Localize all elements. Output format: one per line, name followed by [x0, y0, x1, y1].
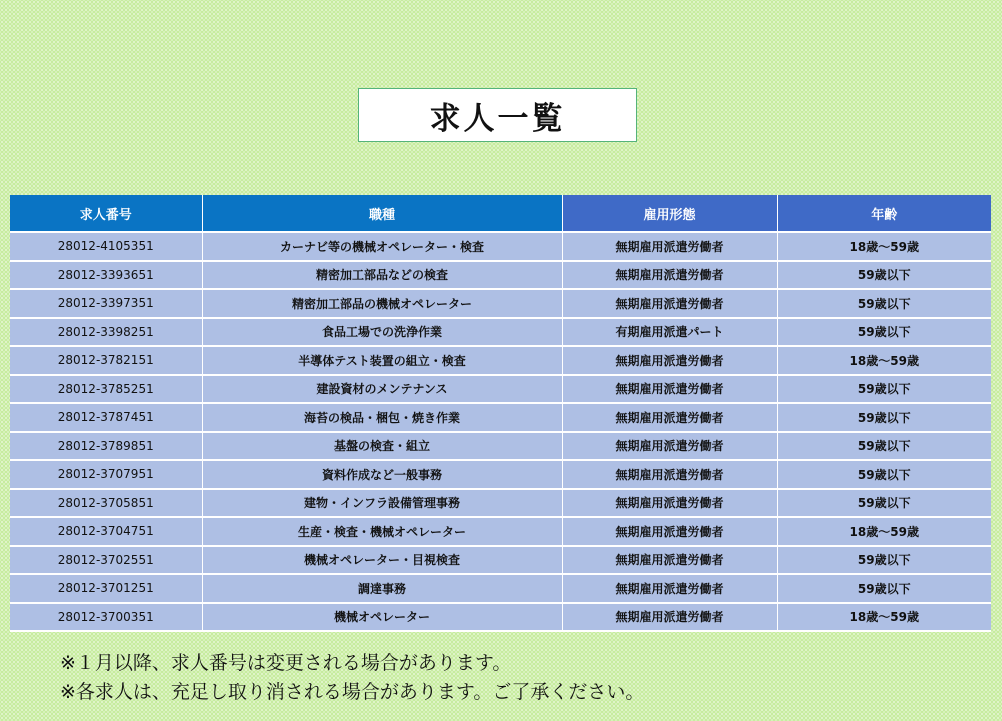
table-row: [10, 289, 991, 318]
cell-job-number: 28012-3393651: [10, 261, 202, 290]
cell-job-type: 建物・インフラ設備管理事務: [202, 489, 562, 518]
cell-job-type: 建設資材のメンテナンス: [202, 375, 562, 404]
cell-employment-type: 無期雇用派遣労働者: [562, 460, 777, 489]
page-title-box: [358, 88, 637, 142]
cell-job-type: 精密加工部品の機械オペレーター: [202, 289, 562, 318]
cell-employment-type: 無期雇用派遣労働者: [562, 346, 777, 375]
table-row: [10, 318, 991, 347]
cell-job-type: 海苔の検品・梱包・焼き作業: [202, 403, 562, 432]
cell-job-number: 28012-3701251: [10, 574, 202, 603]
cell-job-type: 資料作成など一般事務: [202, 460, 562, 489]
table-row: [10, 603, 991, 632]
table-row: [10, 403, 991, 432]
cell-age: 18歳～59歳: [777, 603, 991, 632]
cell-age: 59歳以下: [777, 403, 991, 432]
cell-job-number: 28012-3789851: [10, 432, 202, 461]
cell-employment-type: 有期雇用派遣パート: [562, 318, 777, 347]
cell-job-number: 28012-4105351: [10, 232, 202, 261]
job-list-table: [10, 195, 991, 632]
cell-job-number: 28012-3397351: [10, 289, 202, 318]
cell-employment-type: 無期雇用派遣労働者: [562, 546, 777, 575]
notes: [60, 649, 644, 707]
cell-employment-type: 無期雇用派遣労働者: [562, 403, 777, 432]
cell-job-type: 精密加工部品などの検査: [202, 261, 562, 290]
table-row: [10, 375, 991, 404]
cell-job-number: 28012-3787451: [10, 403, 202, 432]
header-job-type: 職種: [202, 195, 562, 232]
cell-employment-type: 無期雇用派遣労働者: [562, 603, 777, 632]
cell-employment-type: 無期雇用派遣労働者: [562, 289, 777, 318]
cell-employment-type: 無期雇用派遣労働者: [562, 574, 777, 603]
cell-age: 59歳以下: [777, 432, 991, 461]
cell-job-type: カーナビ等の機械オペレーター・検査: [202, 232, 562, 261]
header-job-number: 求人番号: [10, 195, 202, 232]
header-age: 年齢: [777, 195, 991, 232]
job-list-table-container: [10, 195, 991, 632]
cell-employment-type: 無期雇用派遣労働者: [562, 232, 777, 261]
cell-employment-type: 無期雇用派遣労働者: [562, 375, 777, 404]
cell-job-type: 生産・検査・機械オペレーター: [202, 517, 562, 546]
table-row: [10, 232, 991, 261]
table-row: [10, 546, 991, 575]
cell-age: 59歳以下: [777, 460, 991, 489]
cell-age: 59歳以下: [777, 318, 991, 347]
cell-job-type: 半導体テスト装置の組立・検査: [202, 346, 562, 375]
cell-job-number: 28012-3705851: [10, 489, 202, 518]
cell-job-number: 28012-3704751: [10, 517, 202, 546]
table-row: [10, 261, 991, 290]
cell-age: 59歳以下: [777, 546, 991, 575]
cell-job-type: 調達事務: [202, 574, 562, 603]
table-row: [10, 432, 991, 461]
page-title: 求人一覧: [429, 100, 566, 137]
header-employment-type: 雇用形態: [562, 195, 777, 232]
cell-age: 18歳～59歳: [777, 517, 991, 546]
cell-job-number: 28012-3782151: [10, 346, 202, 375]
cell-age: 18歳～59歳: [777, 346, 991, 375]
table-body: [10, 232, 991, 631]
cell-age: 59歳以下: [777, 574, 991, 603]
cell-age: 59歳以下: [777, 261, 991, 290]
cell-age: 59歳以下: [777, 289, 991, 318]
cell-job-type: 食品工場での洗浄作業: [202, 318, 562, 347]
cell-employment-type: 無期雇用派遣労働者: [562, 489, 777, 518]
cell-age: 59歳以下: [777, 375, 991, 404]
note-2: ※各求人は、充足し取り消される場合があります。ご了承ください。: [60, 681, 645, 703]
table-row: [10, 574, 991, 603]
cell-job-number: 28012-3785251: [10, 375, 202, 404]
cell-employment-type: 無期雇用派遣労働者: [562, 432, 777, 461]
table-row: [10, 460, 991, 489]
cell-employment-type: 無期雇用派遣労働者: [562, 517, 777, 546]
note-1: ※１月以降、求人番号は変更される場合があります。: [60, 652, 512, 674]
table-row: [10, 517, 991, 546]
cell-job-number: 28012-3398251: [10, 318, 202, 347]
cell-employment-type: 無期雇用派遣労働者: [562, 261, 777, 290]
cell-job-number: 28012-3700351: [10, 603, 202, 632]
table-header-row: [10, 195, 991, 232]
cell-job-type: 機械オペレーター: [202, 603, 562, 632]
cell-job-number: 28012-3702551: [10, 546, 202, 575]
table-row: [10, 346, 991, 375]
table-row: [10, 489, 991, 518]
cell-age: 59歳以下: [777, 489, 991, 518]
cell-age: 18歳～59歳: [777, 232, 991, 261]
cell-job-type: 基盤の検査・組立: [202, 432, 562, 461]
cell-job-number: 28012-3707951: [10, 460, 202, 489]
cell-job-type: 機械オペレーター・目視検査: [202, 546, 562, 575]
